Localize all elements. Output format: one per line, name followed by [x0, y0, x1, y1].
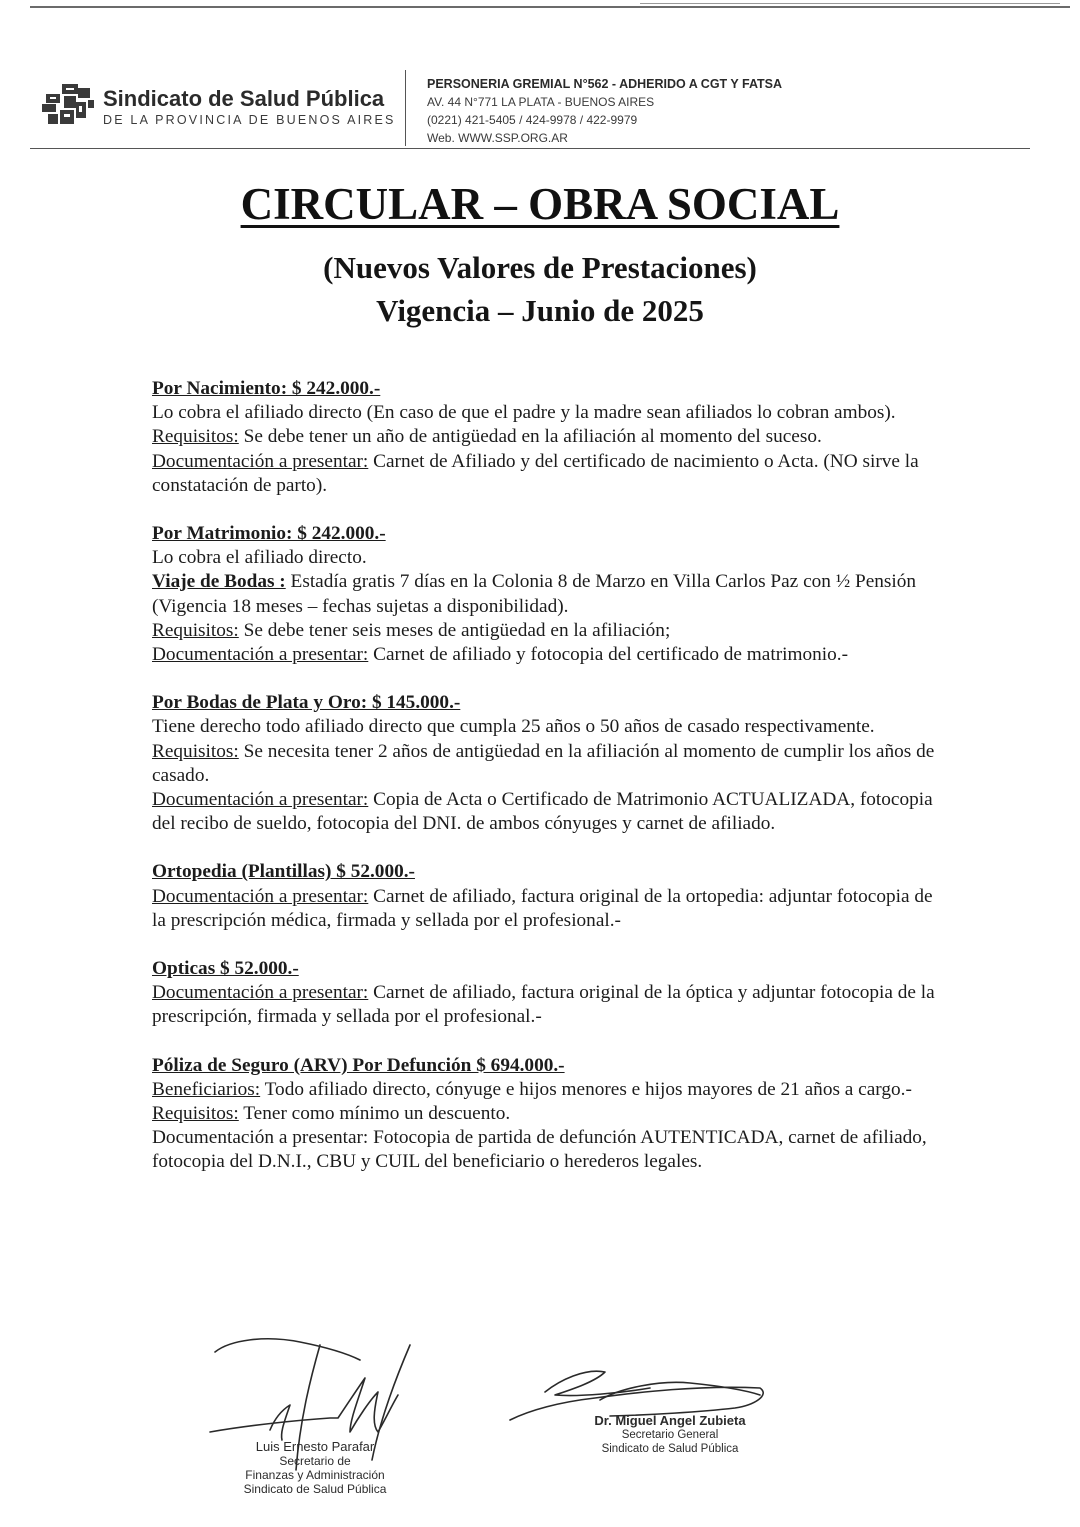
viaje-label: Viaje de Bodas : — [152, 571, 286, 593]
requisitos-label: Requisitos: — [152, 740, 239, 762]
header-info-line: AV. 44 N°771 LA PLATA - BUENOS AIRES — [427, 95, 655, 109]
signature-right-stroke — [600, 1382, 760, 1400]
document-title-text: CIRCULAR – OBRA SOCIAL — [240, 179, 840, 229]
signature-left-stroke — [215, 1339, 360, 1360]
requisitos-text: Se debe tener seis meses de antigüedad en la afiliación; — [238, 619, 671, 641]
documentacion-text: Copia de Acta o Certificado de Matrimonio ACTUALIZADA, fotocopia del recibo de sueldo, fotocopia del DNI. de ambos cónyuges y carnet de afiliado. — [152, 789, 933, 835]
signature-right-block — [565, 1414, 775, 1456]
requisitos-label: Requisitos: — [152, 1103, 239, 1125]
requisitos-line — [152, 619, 942, 643]
section-opticas — [152, 957, 942, 1030]
signer-org: Sindicato de Salud Pública — [601, 1443, 739, 1455]
viaje-line — [152, 570, 942, 618]
header-info — [427, 75, 782, 147]
document-title — [0, 178, 1080, 230]
documentacion-text: Carnet de afiliado, factura original de la óptica y adjuntar fotocopia de la prescripción, firmada y sellada por el profesional.- — [152, 982, 935, 1028]
header-info-line: (0221) 421-5405 / 424-9978 / 422-9979 — [427, 113, 638, 127]
section-ortopedia — [152, 860, 942, 933]
documentacion-label: Documentación a presentar: — [152, 982, 369, 1004]
documentacion-label: Documentación a presentar: — [152, 789, 369, 811]
requisitos-text: Se necesita tener 2 años de antigüedad en la afiliación al momento de cumplir los años de casado. — [152, 740, 935, 786]
requisitos-line — [152, 425, 942, 449]
document-body — [152, 377, 942, 1199]
signer-role: Secretario General — [621, 1429, 719, 1441]
signer-org: Sindicato de Salud Pública — [243, 1482, 387, 1496]
signature-right-stroke — [545, 1371, 650, 1395]
documentacion-line — [152, 450, 942, 498]
section-title: Por Bodas de Plata y Oro: $ 145.000.- — [152, 692, 461, 714]
documentacion-label: Documentación a presentar: — [152, 885, 369, 907]
section-text: Lo cobra el afiliado directo (En caso de que el padre y la madre sean afiliados lo cobran ambos). — [152, 402, 896, 424]
beneficiarios-text: Todo afiliado directo, cónyuge e hijos menores e hijos mayores de 21 años a cargo.- — [260, 1078, 912, 1100]
section-text: Tiene derecho todo afiliado directo que cumpla 25 años o 50 años de casado respectivamente. — [152, 716, 875, 738]
section-bodas — [152, 691, 942, 836]
document-validity: Vigencia – Junio de 2025 — [376, 293, 704, 328]
beneficiarios-label: Beneficiarios: — [152, 1078, 261, 1100]
section-title: Opticas $ 52.000.- — [152, 958, 299, 980]
scan-edge-line — [30, 6, 1070, 8]
header-rule — [30, 148, 1030, 149]
section-matrimonio — [152, 522, 942, 667]
org-subtitle: DE LA PROVINCIA DE BUENOS AIRES — [103, 113, 396, 127]
signature-left-stroke — [210, 1378, 398, 1432]
signer-role: Finanzas y Administración — [245, 1468, 385, 1482]
section-poliza — [152, 1054, 942, 1175]
viaje-text: Estadía gratis 7 días en la Colonia 8 de Marzo en Villa Carlos Paz con ½ Pensión (Vigencia 18 meses – fechas sujetas a disponibilidad). — [152, 571, 917, 617]
requisitos-text: Tener como mínimo un descuento. — [238, 1103, 511, 1125]
documentacion-line — [152, 885, 942, 933]
org-name: Sindicato de Salud Pública — [103, 86, 385, 111]
signer-name: Luis Ernesto Parafar — [255, 1439, 375, 1454]
section-title: Por Nacimiento: $ 242.000.- — [152, 378, 381, 399]
ssp-logo-icon — [40, 76, 100, 130]
documentacion-text: Carnet de afiliado, factura original de la ortopedia: adjuntar fotocopia de la prescripción médica, firmada y sellada por el profesional.- — [152, 885, 933, 931]
requisitos-text: Se debe tener un año de antigüedad en la afiliación al momento del suceso. — [238, 426, 822, 448]
section-nacimiento — [152, 377, 942, 498]
documentacion-text: Documentación a presentar: Fotocopia de partida de defunción AUTENTICADA, carnet de afiliado, fotocopia del D.N.I., CBU y CUIL del beneficiario o herederos legales. — [152, 1127, 927, 1173]
documentacion-label: Documentación a presentar: — [152, 644, 369, 666]
scan-edge-line — [640, 3, 1060, 4]
beneficiarios-line — [152, 1078, 942, 1102]
requisitos-label: Requisitos: — [152, 426, 239, 448]
documentacion-line — [152, 788, 942, 836]
section-title: Póliza de Seguro (ARV) Por Defunción $ 694.000.- — [152, 1054, 565, 1076]
header-divider — [405, 70, 406, 146]
documentacion-line — [152, 981, 942, 1029]
section-title: Por Matrimonio: $ 242.000.- — [152, 523, 386, 545]
document-subtitle: (Nuevos Valores de Prestaciones) — [323, 250, 757, 285]
signer-name: Dr. Miguel Angel Zubieta — [594, 1413, 746, 1428]
section-text: Lo cobra el afiliado directo. — [152, 547, 367, 569]
header-info-line: Web. WWW.SSP.ORG.AR — [427, 131, 568, 145]
requisitos-line — [152, 740, 942, 788]
requisitos-label: Requisitos: — [152, 619, 239, 641]
signer-role: Secretario de — [279, 1454, 351, 1468]
requisitos-line — [152, 1102, 942, 1126]
documentacion-label: Documentación a presentar: — [152, 450, 369, 472]
header-info-line: PERSONERIA GREMIAL N°562 - ADHERIDO A CGT Y FATSA — [427, 77, 783, 91]
signature-left-stroke — [270, 1405, 290, 1440]
signature-left-block — [200, 1440, 430, 1496]
documentacion-line — [152, 643, 942, 667]
documentacion-text: Carnet de afiliado y fotocopia del certificado de matrimonio.- — [368, 644, 849, 666]
documentacion-text: Carnet de Afiliado y del certificado de nacimiento o Acta. (NO sirve la constatación de parto). — [152, 450, 919, 496]
section-title: Ortopedia (Plantillas) $ 52.000.- — [152, 861, 415, 883]
